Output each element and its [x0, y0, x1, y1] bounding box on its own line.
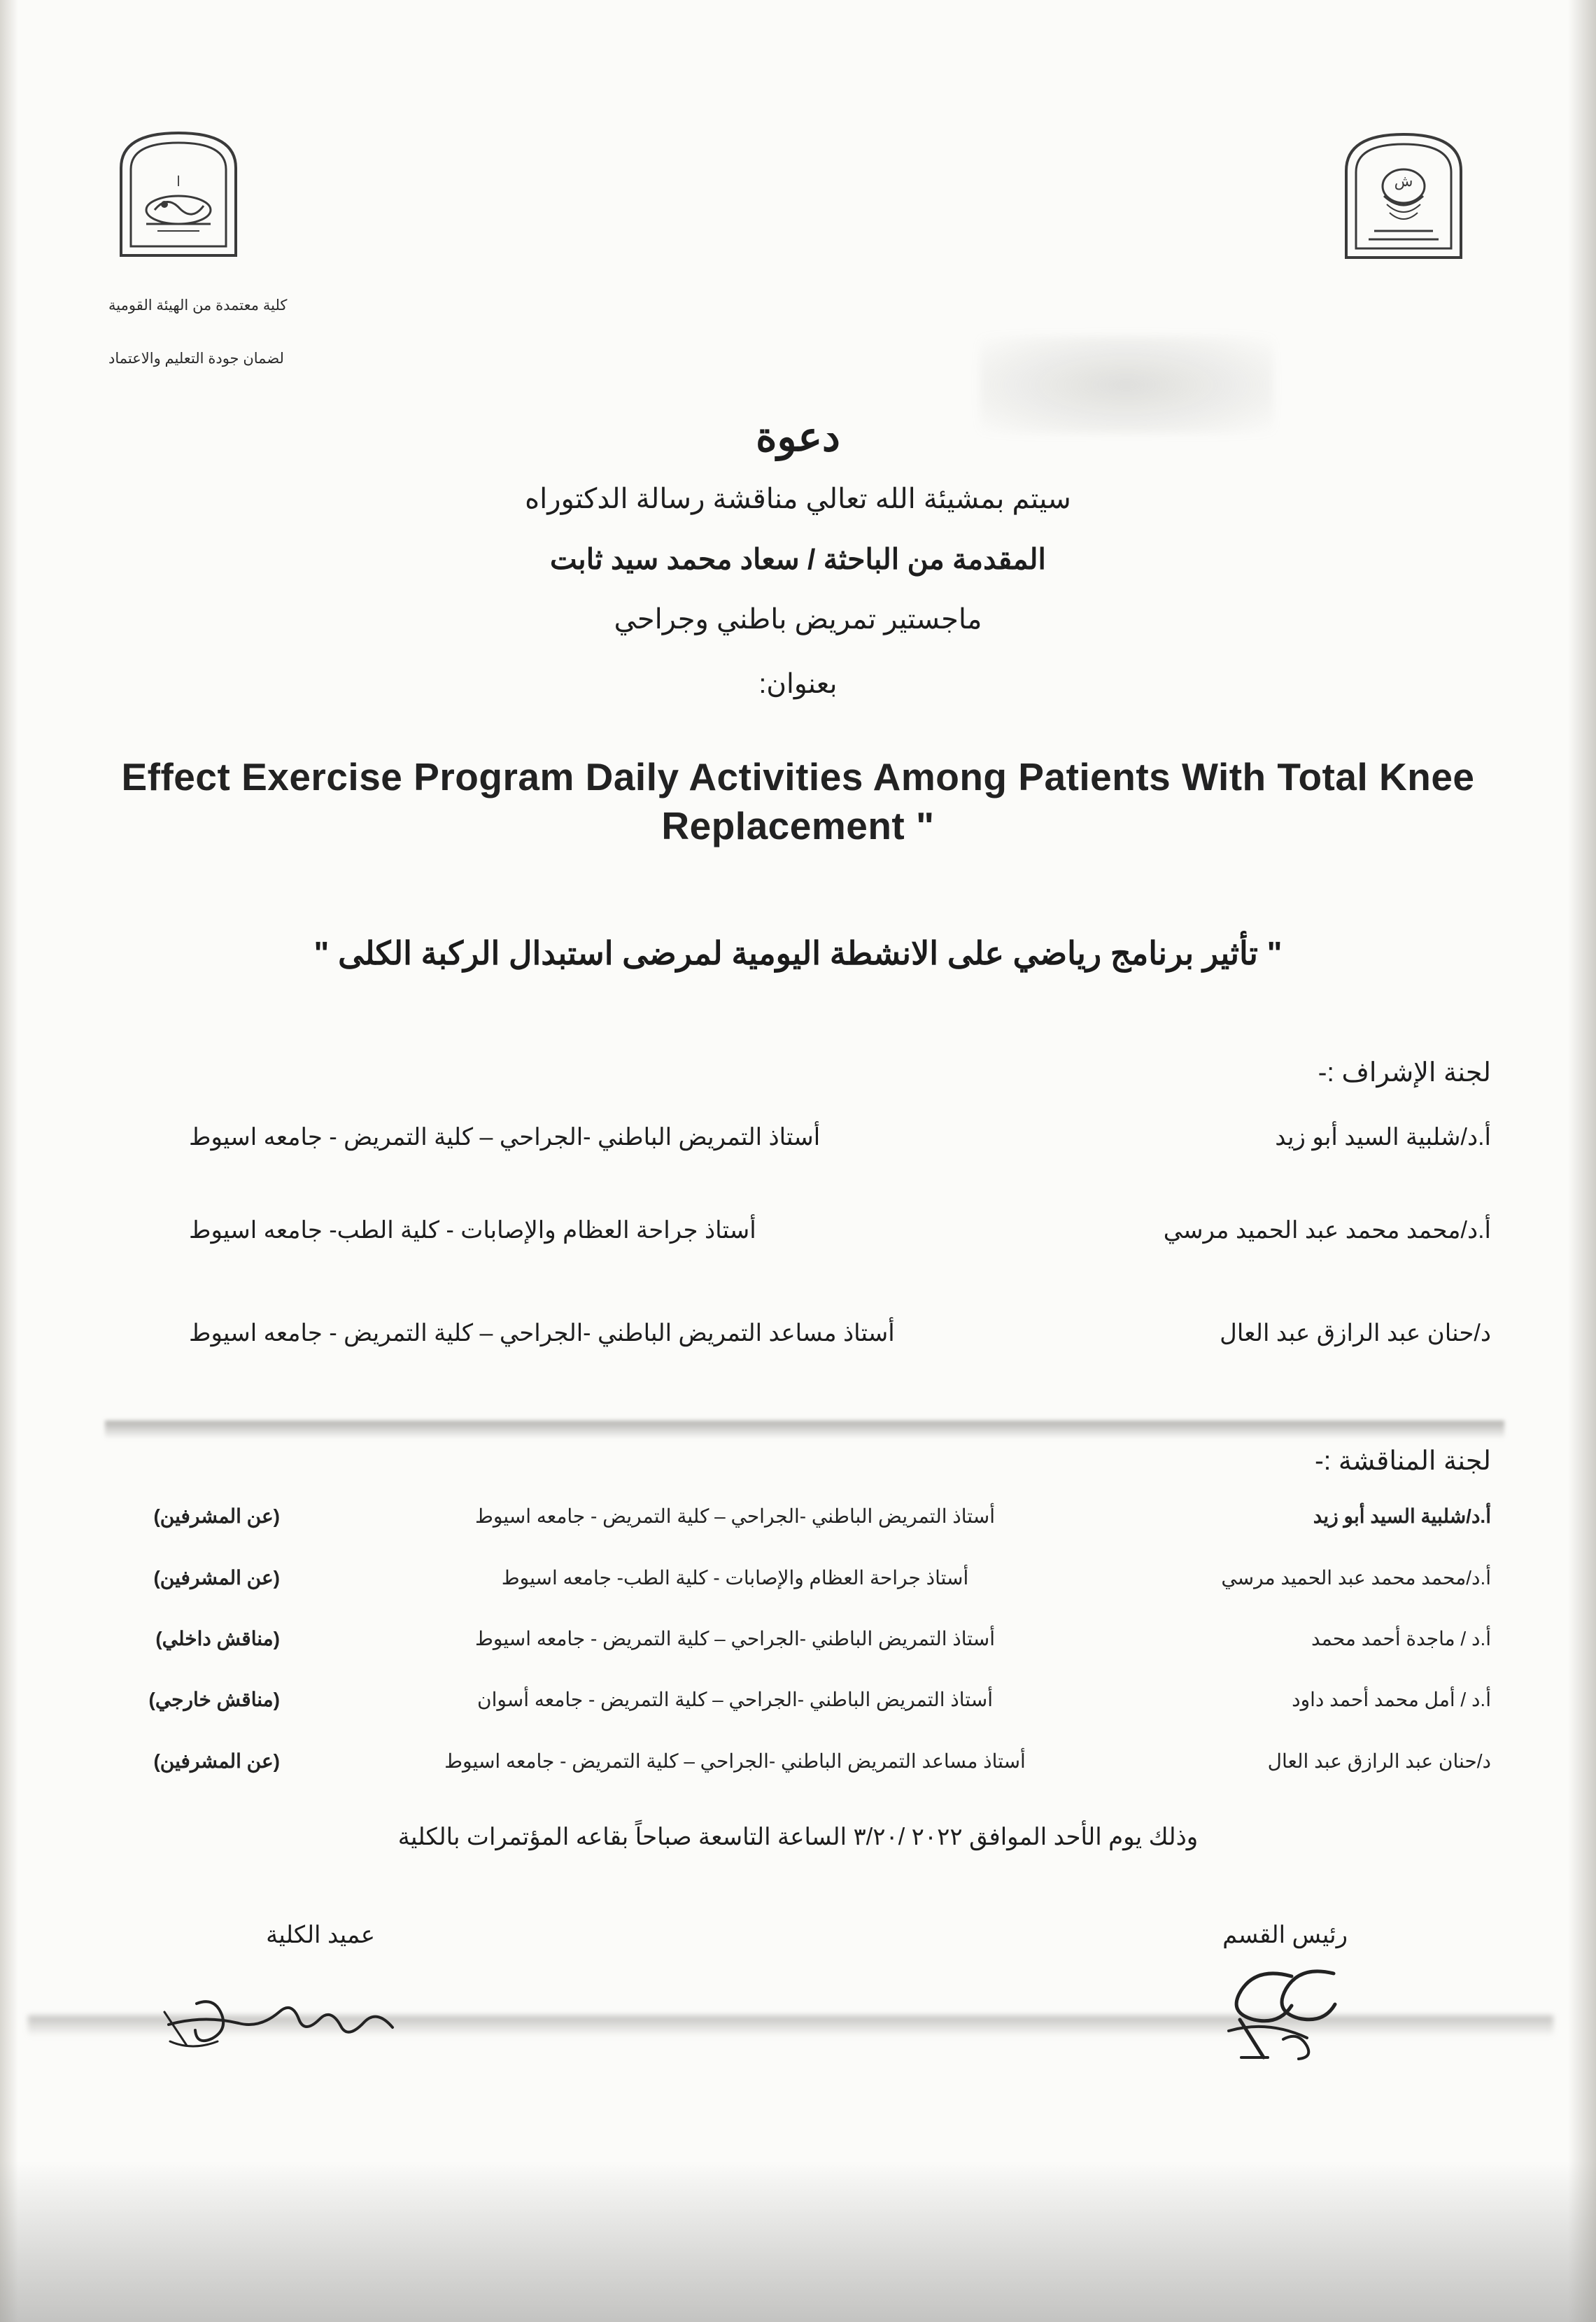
discussant-role: أستاذ مساعد التمريض الباطني -الجراحي – كلية التمريض - جامعه اسيوط [444, 1750, 1026, 1772]
discussion-committee-label: لجنة المناقشة :- [1315, 1447, 1491, 1476]
discussant-name: أ.د / ماجدة أحمد محمد [1311, 1628, 1491, 1649]
svg-text:ا: ا [176, 174, 181, 190]
discussant-name: أ.د / أمل محمد أحمد داود [1292, 1689, 1491, 1710]
header-line-2-researcher: المقدمة من الباحثة / سعاد محمد سيد ثابت [550, 543, 1046, 575]
dean-signature-label: عميد الكلية [266, 1922, 375, 1948]
discussion-row [105, 1750, 1491, 1773]
discussant-role: أستاذ التمريض الباطني -الجراحي – كلية التمريض - جامعه اسيوط [475, 1505, 995, 1527]
supervisor-role: أستاذ التمريض الباطني -الجراحي – كلية التمريض - جامعه اسيوط [189, 1124, 821, 1151]
discussant-name: أ.د/شلبية السيد أبو زيد [1313, 1505, 1491, 1527]
page-title: دعوة [756, 414, 840, 460]
supervisor-name: د/حنان عبد الرازق عبد العال [1220, 1320, 1491, 1346]
discussant-name: أ.د/محمد محمد عبد الحميد مرسي [1221, 1567, 1491, 1589]
supervision-row [105, 1319, 1491, 1347]
thesis-title-english: Effect Exercise Program Daily Activities Among Patients With Total Knee Replacement " [121, 755, 1475, 848]
thesis-title-arabic: " تأثير برنامج رياضي على الانشطة اليومية لمرضى استبدال الركبة الكلى " [313, 935, 1283, 971]
schedule-line: وذلك يوم الأحد الموافق ٢٠٢٢ /٣/٢٠ الساعة التاسعة صباحاً بقاعه المؤتمرات بالكلية [397, 1824, 1199, 1850]
discussion-row [105, 1566, 1491, 1589]
discussant-tag: (مناقش خارجي) [148, 1689, 280, 1710]
dean-signature-mark [155, 1963, 449, 2082]
supervision-committee-label: لجنة الإشراف :- [1318, 1058, 1491, 1088]
discussion-row [105, 1627, 1491, 1650]
discussion-row [105, 1505, 1491, 1528]
supervisor-role: أستاذ جراحة العظام والإصابات - كلية الطب- جامعه اسيوط [189, 1217, 756, 1244]
supervisor-role: أستاذ مساعد التمريض الباطني -الجراحي – كلية التمريض - جامعه اسيوط [189, 1320, 895, 1346]
scan-smudge [105, 1421, 1504, 1439]
scan-edge-left [0, 0, 18, 2322]
supervision-row [105, 1123, 1491, 1151]
supervisor-name: أ.د/شلبية السيد أبو زيد [1275, 1124, 1491, 1151]
svg-text:ش: ش [1394, 172, 1413, 190]
header-line-1: سيتم بمشيئة الله تعالي مناقشة رسالة الدكتوراه [525, 484, 1071, 514]
header-line-3-degree: ماجستير تمريض باطني وجراحي [614, 604, 982, 635]
discussant-tag: (عن المشرفين) [153, 1567, 280, 1589]
department-head-signature-mark [1124, 1952, 1418, 2071]
header-line-4-titled: بعنوان: [758, 669, 838, 699]
accreditation-line-2: لضمان جودة التعليم والاعتماد [108, 351, 284, 367]
discussant-role: أستاذ جراحة العظام والإصابات - كلية الطب- جامعه اسيوط [501, 1567, 969, 1589]
discussant-role: أستاذ التمريض الباطني -الجراحي – كلية التمريض - جامعه أسوان [477, 1689, 993, 1710]
discussant-role: أستاذ التمريض الباطني -الجراحي – كلية التمريض - جامعه اسيوط [475, 1628, 995, 1649]
discussant-name: د/حنان عبد الرازق عبد العال [1267, 1750, 1491, 1772]
discussant-tag: (عن المشرفين) [153, 1505, 280, 1527]
supervisor-name: أ.د/محمد محمد عبد الحميد مرسي [1163, 1217, 1491, 1244]
accreditation-line-1: كلية معتمدة من الهيئة القومية [108, 297, 288, 314]
supervision-row [105, 1216, 1491, 1244]
department-head-signature-label: رئيس القسم [1222, 1922, 1348, 1948]
scan-edge-right [1568, 0, 1596, 2322]
discussion-row [105, 1688, 1491, 1711]
shebin-faculty-emblem-logo [1341, 126, 1467, 266]
discussant-tag: (مناقش داخلي) [155, 1628, 280, 1649]
discussant-tag: (عن المشرفين) [153, 1750, 280, 1772]
scan-edge-bottom [0, 2161, 1596, 2322]
national-authority-quality-assurance-logo [115, 126, 241, 266]
